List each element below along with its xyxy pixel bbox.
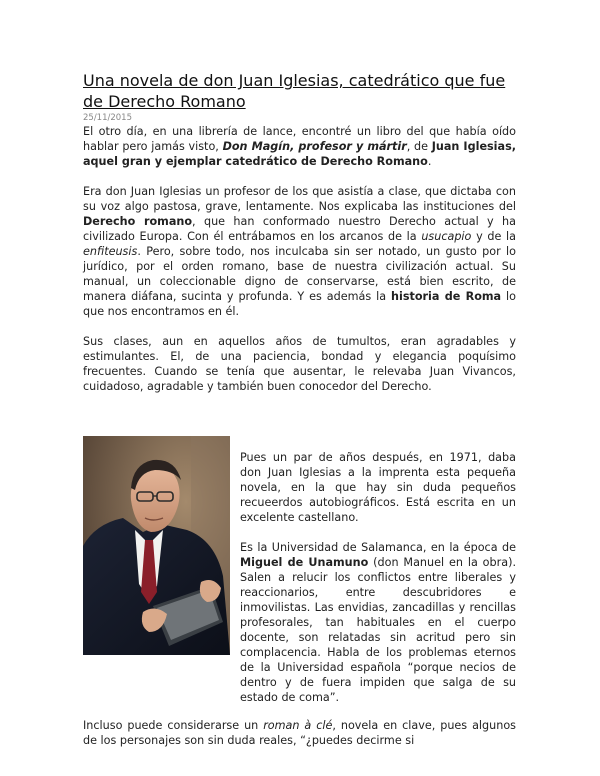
paragraph-4: Pues un par de años después, en 1971, daba don Juan Iglesias a la imprenta esta pequeña novela, en la que hay sin duda pequeños recueerdos autobiográficos. Está escrita en un excelente castellano. (240, 451, 516, 524)
paragraph-2 (83, 184, 516, 319)
article (83, 70, 516, 748)
author-name: Juan Iglesias, aquel gran y ejemplar catedrático de Derecho Romano (83, 140, 516, 168)
book-title: Don Magín, profesor y mártir (222, 140, 407, 153)
historia-roma-bold: historia de Roma (391, 290, 502, 303)
article-title[interactable]: Una novela de don Juan Iglesias, catedrático que fue de Derecho Romano (83, 71, 506, 111)
paragraph-3: Sus clases, aun en aquellos años de tumultos, eran agradables y estimulantes. El, de una paciencia, bondad y elegancia poquísimo frecuentes. Cuando se tenía que ausentar, le relevaba Juan Vivancos, cuidadoso, agradable y también buen conocedor del Derecho. (83, 335, 516, 393)
p1-text-c: , de (406, 140, 432, 153)
p2-text-g: . Pero, sobre todo, nos inculcaba sin ser notado, un gusto por lo jurídico, por el orden romano, base de nuestra civilización actual. Su manual, un coleccionable digno de conservarse, está bien escrito, de manera diáfana, sucinta y profunda. Y es además la (83, 245, 516, 303)
p6-text-c: , novela en clave, pues algunos de los personajes son sin duda reales, “¿puedes decirme si (83, 719, 516, 747)
enfiteusis-italic: enfiteusis (83, 245, 138, 258)
paragraph-6 (83, 718, 516, 748)
usucapio-italic: usucapio (421, 230, 472, 243)
article-date: 25/11/2015 (83, 113, 132, 123)
portrait-photo (83, 436, 230, 655)
p2-text-a: Era don Juan Iglesias un profesor de los que asistía a clase, que dictaba con su voz algo pastosa, grave, lentamente. Nos explicaba las instituciones del (83, 185, 516, 213)
p1-text-a: El otro día, en una librería de lance, encontré un libro del que había oído hablar pero jamás visto, (83, 125, 516, 153)
derecho-romano-bold: Derecho romano (83, 215, 193, 228)
p2-text-e: y de la (471, 230, 516, 243)
p6-text-a: Incluso puede considerarse un (83, 719, 264, 732)
unamuno-bold: Miguel de Unamuno (240, 556, 369, 569)
p1-text-e: . (427, 155, 432, 168)
p2-text-i: lo que nos encontramos en él. (83, 290, 516, 318)
right-column (240, 436, 516, 705)
p5-text-c: (don Manuel en la obra). Salen a relucir los conflictos entre liberales y reaccionarios, entre descubridores e inmovilistas. Las envidias, zancadillas y rencillas profesorales, tan habituales en el cuerpo docente, son relatadas sin acritud pero sin complacencia. Habla de los problemas eternos de la Universidad española “porque necios de dentro y de fuera impiden que salga de su estado de coma”. (240, 556, 516, 704)
paragraph-1 (83, 124, 516, 169)
p5-text-a: Es la Universidad de Salamanca, en la época de (240, 541, 516, 554)
paragraph-5 (240, 540, 516, 705)
p2-text-c: , que han conformado nuestro Derecho actual y ha civilizado Europa. Con él entrábamos en los arcanos de la (83, 215, 517, 243)
roman-a-cle-italic: roman à clé (263, 719, 333, 732)
figure-row (83, 436, 516, 705)
